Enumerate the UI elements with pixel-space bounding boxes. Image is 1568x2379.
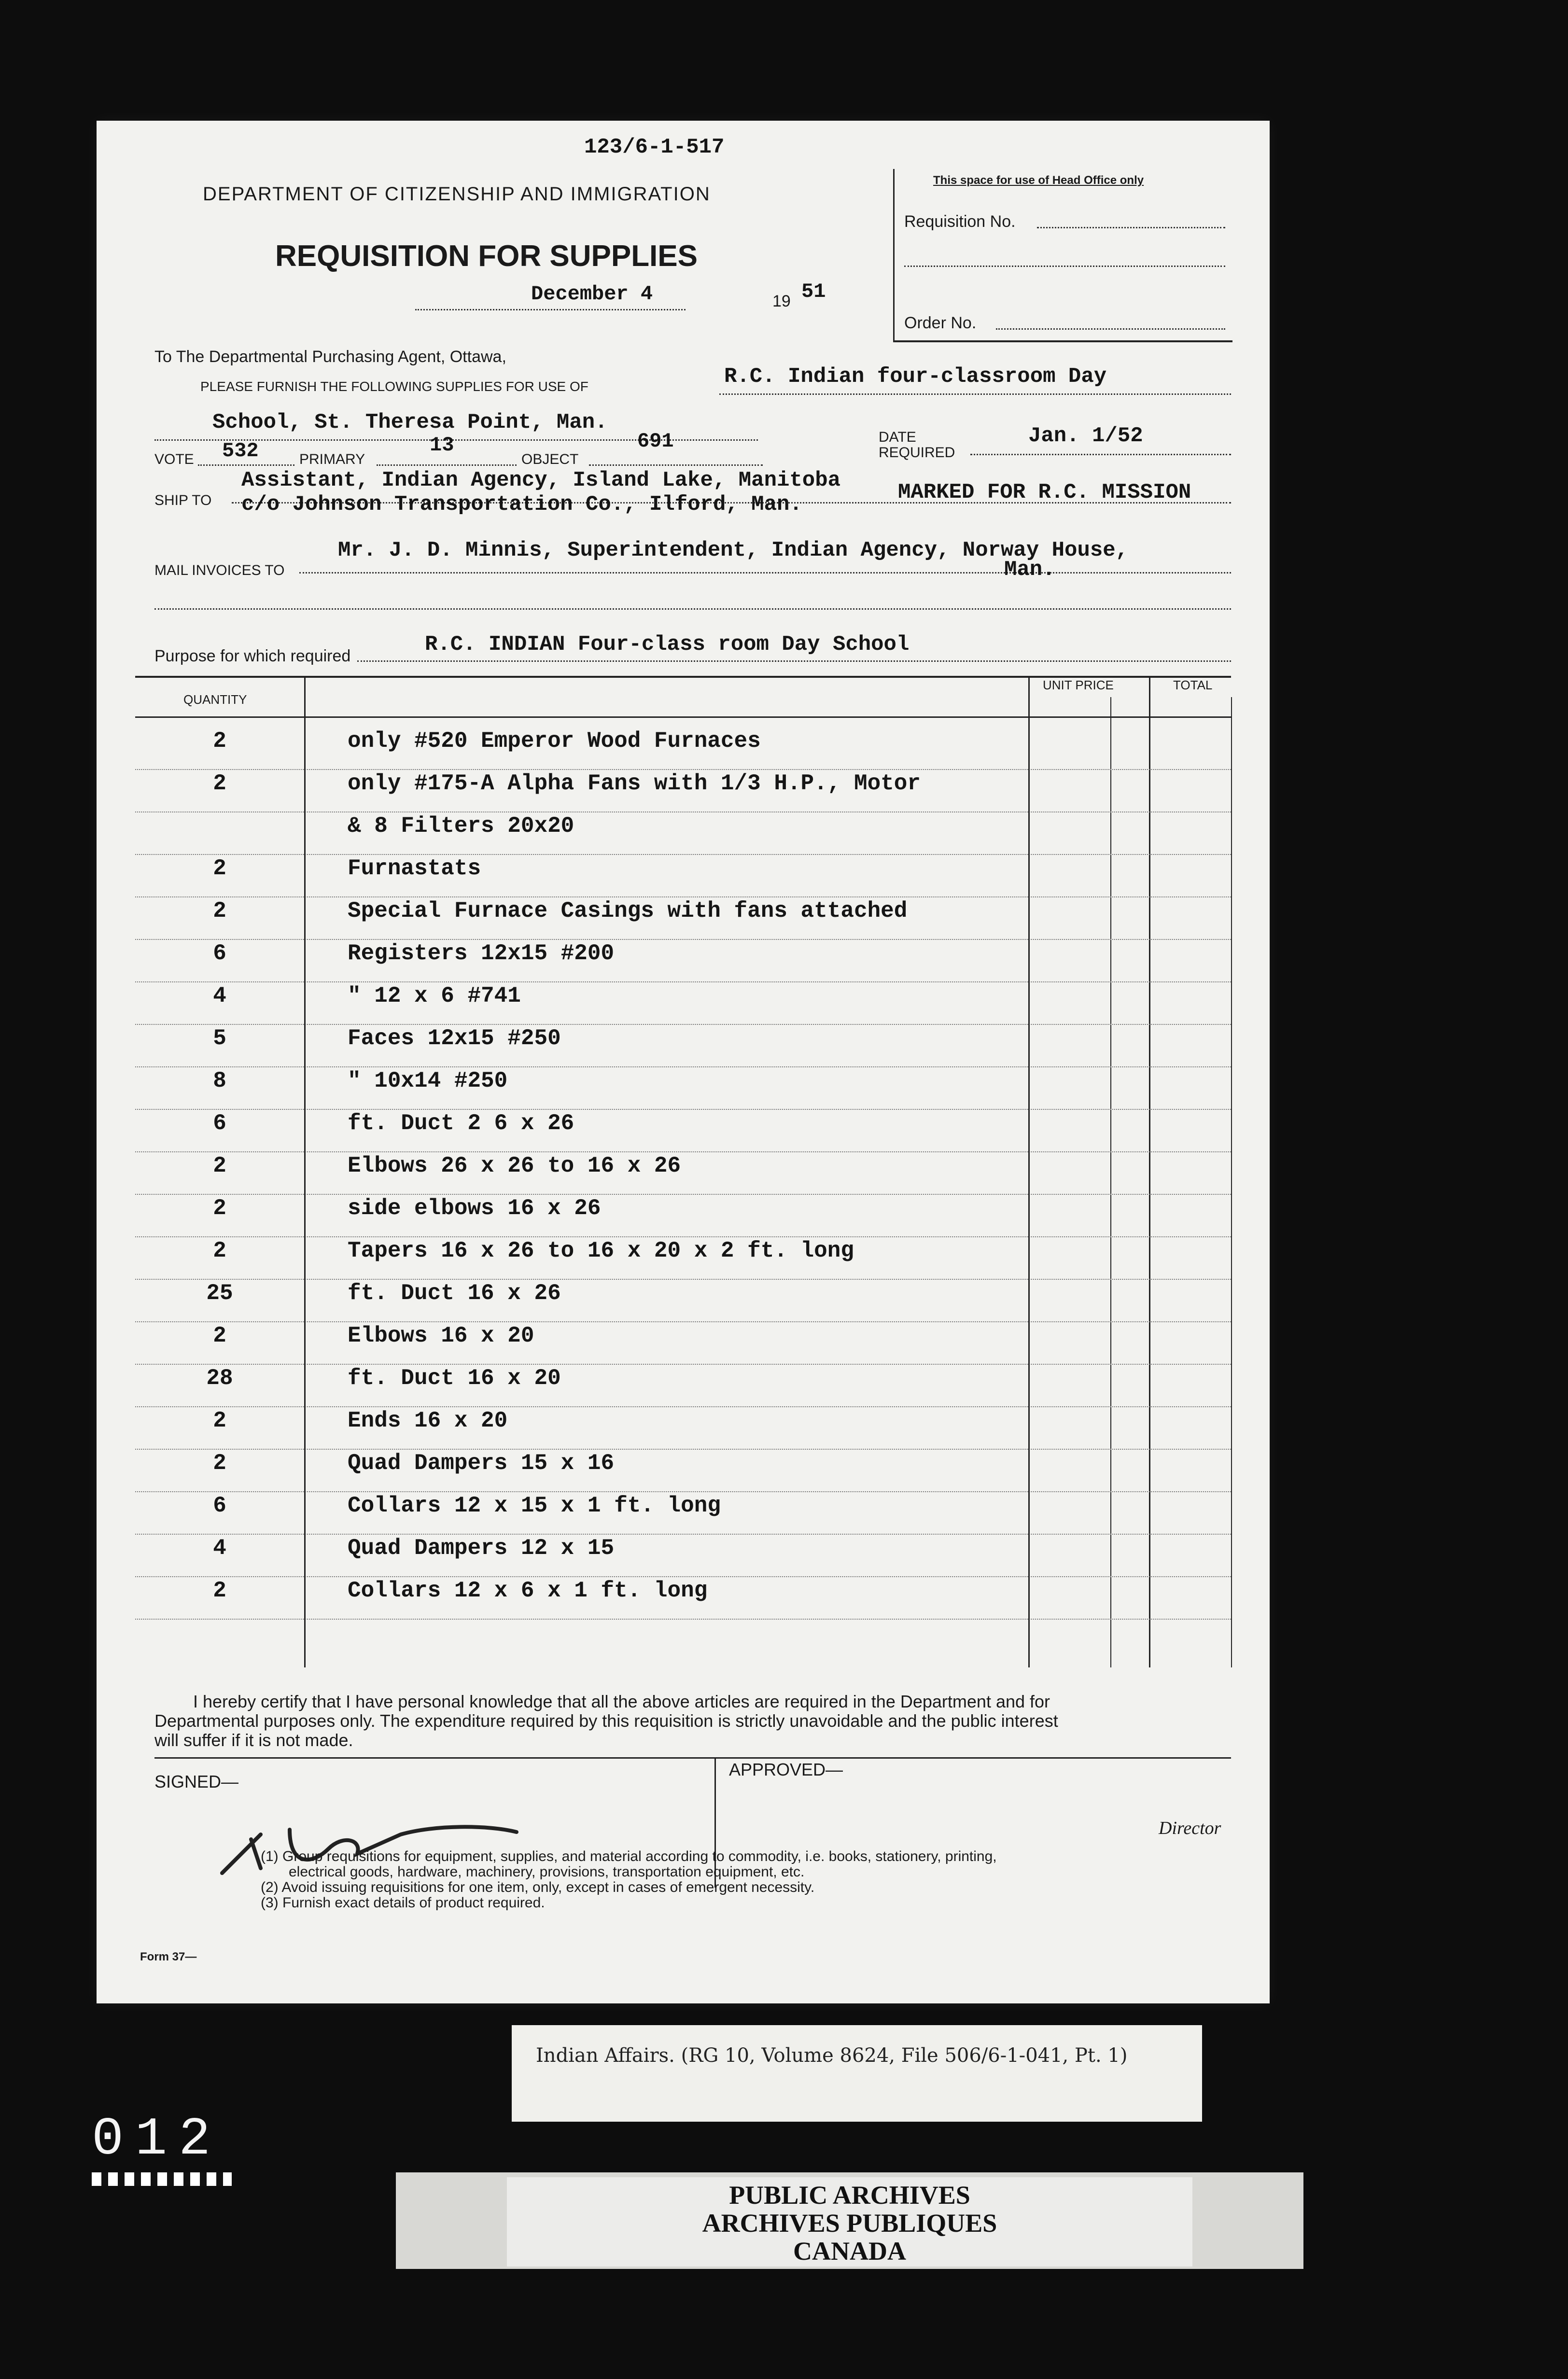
mail-invoices-value-2: Man. (1004, 558, 1055, 582)
row-quantity: 2 (213, 771, 226, 796)
table-row (135, 1573, 1231, 1620)
director-label: Director (1159, 1818, 1221, 1838)
film-edge-marks (92, 2172, 232, 2186)
form-notes (261, 1849, 997, 1911)
year-value: 51 (801, 280, 826, 303)
ship-to-value-2: c/o Johnson Transportation Co., Ilford, Man. (241, 492, 802, 517)
ship-to-label: SHIP TO (154, 492, 212, 508)
archive-reference-card (512, 2025, 1202, 2122)
row-description: Special Furnace Casings with fans attached (348, 898, 908, 924)
primary-label: PRIMARY (299, 451, 365, 467)
row-description: ft. Duct 16 x 20 (348, 1366, 561, 1391)
row-quantity: 25 (206, 1281, 233, 1306)
furnish-value-2: School, St. Theresa Point, Man. (212, 410, 608, 434)
vote-line (198, 464, 294, 466)
date-value: December 4 (531, 282, 653, 306)
row-rule (135, 1619, 1231, 1620)
archive-stamp-line-1: PUBLIC ARCHIVES (729, 2181, 970, 2210)
mail-invoices-line (299, 572, 1231, 574)
total-header: TOTAL (1173, 678, 1213, 692)
table-row (135, 1488, 1231, 1535)
mail-invoices-line-2 (154, 608, 1231, 610)
mail-invoices-label: MAIL INVOICES TO (154, 562, 285, 578)
date-required-value: Jan. 1/52 (1028, 424, 1143, 448)
ship-marked: MARKED FOR R.C. MISSION (898, 480, 1191, 504)
requisition-number-line (1037, 227, 1225, 228)
object-label: OBJECT (521, 451, 579, 467)
requisition-form (97, 121, 1270, 2003)
purpose-line (357, 660, 1231, 662)
primary-line (377, 464, 517, 466)
archive-stamp (507, 2177, 1192, 2267)
table-row (135, 809, 1231, 855)
row-description: ft. Duct 2 6 x 26 (348, 1111, 574, 1136)
row-quantity: 2 (213, 728, 226, 754)
note-3: (3) Furnish exact details of product required. (261, 1895, 545, 1911)
archive-stamp-line-2: ARCHIVES PUBLIQUES (702, 2209, 997, 2238)
row-quantity: 2 (213, 898, 226, 924)
note-1a: (1) Group requisitions for equipment, supplies, and material according to commodity, i.e. books, stationery, printing, (261, 1848, 997, 1864)
row-description: ft. Duct 16 x 26 (348, 1281, 561, 1306)
row-description: Quad Dampers 15 x 16 (348, 1451, 615, 1476)
table-row (135, 1276, 1231, 1322)
requisition-number-label: Requisition No. (904, 212, 1016, 231)
certification-text (154, 1692, 1058, 1750)
header-underline (135, 716, 1231, 718)
order-number-label: Order No. (904, 314, 977, 332)
certification-line-2: Departmental purposes only. The expenditure required by this requisition is strictly unavoidable and the public interest (154, 1711, 1058, 1731)
row-description: only #520 Emperor Wood Furnaces (348, 728, 761, 754)
form-title: REQUISITION FOR SUPPLIES (275, 239, 698, 273)
archive-stamp-strip (396, 2172, 1303, 2269)
row-quantity: 5 (213, 1026, 226, 1051)
row-description: only #175-A Alpha Fans with 1/3 H.P., Motor (348, 771, 921, 796)
department-name: DEPARTMENT OF CITIZENSHIP AND IMMIGRATION (203, 183, 711, 205)
row-quantity: 2 (213, 1451, 226, 1476)
table-row (135, 851, 1231, 897)
row-quantity: 4 (213, 983, 226, 1008)
row-description: Tapers 16 x 26 to 16 x 20 x 2 ft. long (348, 1238, 854, 1263)
row-quantity: 2 (213, 1196, 226, 1221)
table-row (135, 1318, 1231, 1365)
date-required-label (879, 430, 955, 461)
date-required-label-line-2: REQUIRED (879, 445, 955, 461)
head-office-title: This space for use of Head Office only (933, 174, 1144, 187)
row-quantity: 2 (213, 1408, 226, 1433)
table-row (135, 1148, 1231, 1195)
row-quantity: 8 (213, 1068, 226, 1093)
purpose-value: R.C. INDIAN Four-class room Day School (425, 632, 910, 657)
row-quantity: 2 (213, 1578, 226, 1603)
row-quantity: 2 (213, 1323, 226, 1348)
year-prefix: 19 (772, 292, 791, 310)
signed-label: SIGNED— (154, 1772, 239, 1791)
row-description: Faces 12x15 #250 (348, 1026, 561, 1051)
film-frame-number: 012 (92, 2110, 223, 2170)
to-line: To The Departmental Purchasing Agent, Ottawa, (154, 348, 506, 366)
table-row (135, 1191, 1231, 1237)
primary-value: 13 (430, 434, 454, 457)
archive-reference: Indian Affairs. (RG 10, Volume 8624, File 506/6-1-041, Pt. 1) (536, 2044, 1128, 2067)
table-row (135, 1446, 1231, 1492)
table-row (135, 724, 1231, 770)
row-description: " 12 x 6 #741 (348, 983, 521, 1008)
head-office-blank-line (904, 266, 1225, 267)
furnish-line-1 (719, 393, 1231, 395)
row-description: Ends 16 x 20 (348, 1408, 508, 1433)
quantity-header: QUANTITY (183, 692, 247, 707)
row-description: side elbows 16 x 26 (348, 1196, 601, 1221)
mail-invoices-value-1: Mr. J. D. Minnis, Superintendent, Indian Agency, Norway House, (338, 538, 1129, 562)
furnish-label: PLEASE FURNISH THE FOLLOWING SUPPLIES FOR USE OF (200, 379, 588, 394)
date-required-label-line-1: DATE (879, 429, 916, 445)
object-line (589, 464, 763, 466)
date-required-line (970, 454, 1231, 455)
total-cents-divider (1231, 697, 1232, 1667)
unit-price-header: UNIT PRICE (1043, 678, 1114, 692)
certification-line-3: will suffer if it is not made. (154, 1730, 353, 1750)
date-field (415, 282, 686, 310)
row-quantity: 6 (213, 1493, 226, 1518)
row-quantity: 2 (213, 1153, 226, 1178)
items-table (135, 676, 1231, 1667)
row-description: Collars 12 x 6 x 1 ft. long (348, 1578, 708, 1603)
row-description: " 10x14 #250 (348, 1068, 508, 1093)
head-office-box (893, 169, 1232, 342)
row-description: Elbows 26 x 26 to 16 x 26 (348, 1153, 681, 1178)
table-row (135, 1106, 1231, 1152)
note-1b: electrical goods, hardware, machinery, provisions, transportation equipment, etc. (289, 1864, 805, 1880)
archive-stamp-line-3: CANADA (793, 2237, 906, 2266)
furnish-value-1: R.C. Indian four-classroom Day (724, 364, 1107, 389)
table-row (135, 894, 1231, 940)
table-row (135, 1021, 1231, 1067)
row-description: Quad Dampers 12 x 15 (348, 1536, 615, 1561)
order-number-line (996, 328, 1225, 330)
signature-top-rule (154, 1757, 1231, 1759)
table-row (135, 979, 1231, 1025)
table-row (135, 1531, 1231, 1577)
row-quantity: 6 (213, 941, 226, 966)
row-quantity: 28 (206, 1366, 233, 1391)
file-number: 123/6-1-517 (584, 135, 725, 159)
row-description: Collars 12 x 15 x 1 ft. long (348, 1493, 721, 1518)
table-row (135, 1233, 1231, 1280)
form-number: Form 37— (140, 1950, 197, 1963)
object-value: 691 (637, 430, 674, 453)
vote-label: VOTE (154, 451, 194, 467)
table-row (135, 1361, 1231, 1407)
purpose-label: Purpose for which required (154, 647, 351, 665)
table-row (135, 766, 1231, 812)
table-row (135, 1403, 1231, 1450)
table-row (135, 1064, 1231, 1110)
note-2: (2) Avoid issuing requisitions for one item, only, except in cases of emergent necessity. (261, 1879, 815, 1895)
certification-line-1: I hereby certify that I have personal knowledge that all the above articles are required in the Department and for (193, 1692, 1050, 1711)
vote-value: 532 (222, 439, 259, 462)
table-row (135, 936, 1231, 982)
row-description: Furnastats (348, 856, 481, 881)
row-quantity: 2 (213, 856, 226, 881)
row-description: & 8 Filters 20x20 (348, 813, 574, 839)
row-quantity: 4 (213, 1536, 226, 1561)
ship-to-value-1: Assistant, Indian Agency, Island Lake, Manitoba (241, 468, 841, 492)
row-quantity: 6 (213, 1111, 226, 1136)
row-description: Registers 12x15 #200 (348, 941, 615, 966)
row-description: Elbows 16 x 20 (348, 1323, 534, 1348)
approved-label: APPROVED— (729, 1760, 843, 1779)
row-quantity: 2 (213, 1238, 226, 1263)
